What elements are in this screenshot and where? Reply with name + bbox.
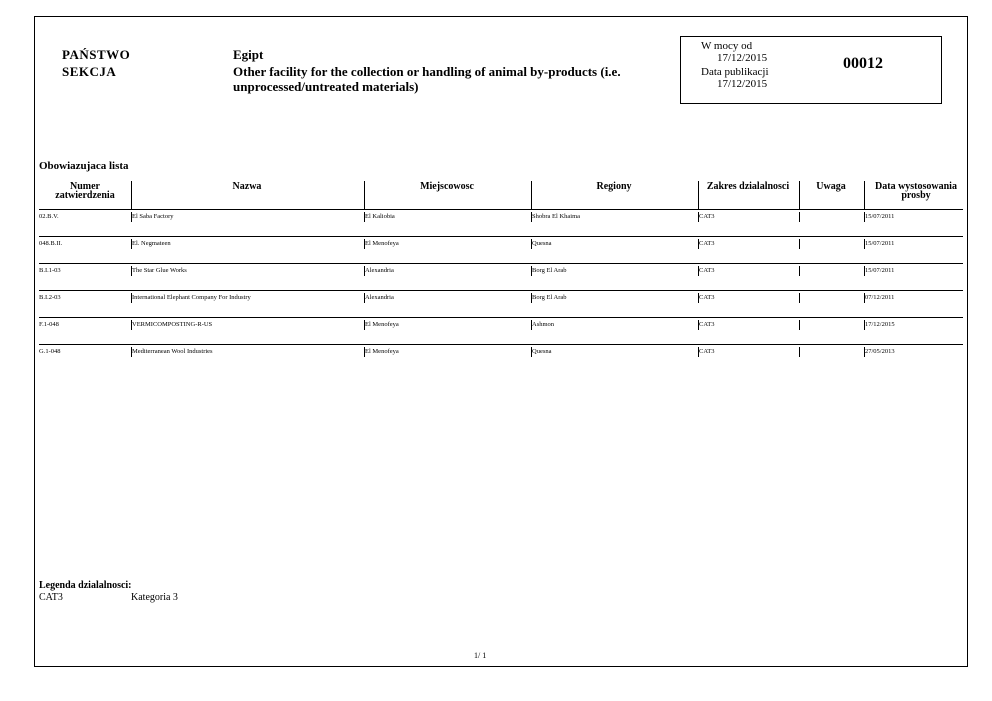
cell-approval-number: 048.B.II. bbox=[39, 240, 63, 247]
row-divider bbox=[364, 347, 365, 357]
cell-name: International Elephant Company For Industry bbox=[132, 294, 251, 301]
section-value-line1: Other facility for the collection or handling of animal by-products (i.e. bbox=[233, 64, 621, 79]
cell-date: 15/07/2011 bbox=[865, 213, 895, 220]
page-frame bbox=[34, 16, 968, 667]
page-number: 1/ 1 bbox=[474, 651, 487, 660]
column-header-date-line2: prosby bbox=[901, 190, 931, 201]
row-divider bbox=[864, 347, 865, 357]
cell-region: Quesna bbox=[532, 240, 552, 247]
cell-name: El. Negmateen bbox=[132, 240, 171, 247]
row-divider bbox=[864, 212, 865, 222]
row-divider bbox=[864, 266, 865, 276]
column-header-name: Nazwa bbox=[232, 181, 262, 192]
cell-date: 27/05/2013 bbox=[865, 348, 895, 355]
row-divider bbox=[131, 212, 132, 222]
cell-name: El Saba Factory bbox=[132, 213, 174, 220]
row-divider bbox=[864, 293, 865, 303]
row-divider bbox=[531, 239, 532, 249]
row-divider bbox=[799, 347, 800, 357]
header-divider bbox=[531, 181, 532, 209]
cell-date: 15/07/2011 bbox=[865, 267, 895, 274]
cell-locality: Alexandria bbox=[365, 294, 394, 301]
row-separator bbox=[39, 290, 963, 291]
row-divider bbox=[131, 266, 132, 276]
row-divider bbox=[698, 212, 699, 222]
row-divider bbox=[131, 320, 132, 330]
row-divider bbox=[799, 212, 800, 222]
cell-region: Shobra El Khaima bbox=[532, 213, 581, 220]
info-box bbox=[680, 36, 942, 104]
header-divider bbox=[364, 181, 365, 209]
row-divider bbox=[799, 239, 800, 249]
legend-description: Kategoria 3 bbox=[131, 592, 178, 603]
row-divider bbox=[799, 266, 800, 276]
legend-title: Legenda dzialalnosci: bbox=[39, 580, 132, 591]
cell-name: Mediterranean Wool Industries bbox=[132, 348, 213, 355]
section-value-line2: unprocessed/untreated materials) bbox=[233, 79, 419, 94]
cell-date: 15/07/2011 bbox=[865, 240, 895, 247]
column-header-approval-line1: Numer bbox=[70, 181, 100, 192]
row-divider bbox=[364, 266, 365, 276]
column-header-activity: Zakres dzialalnosci bbox=[706, 181, 790, 192]
row-separator bbox=[39, 236, 963, 237]
cell-approval-number: G.1-048 bbox=[39, 348, 61, 355]
row-divider bbox=[364, 320, 365, 330]
row-divider bbox=[698, 320, 699, 330]
cell-name: VERMICOMPOSTING-R-US bbox=[132, 321, 213, 328]
header-divider bbox=[698, 181, 699, 209]
row-divider bbox=[531, 320, 532, 330]
header-divider bbox=[131, 181, 132, 209]
cell-activity: CAT3 bbox=[699, 267, 715, 274]
column-header-locality: Miejscowosc bbox=[420, 181, 474, 192]
country-label: PAŃSTWO bbox=[62, 47, 131, 62]
cell-region: Quesna bbox=[532, 348, 552, 355]
row-divider bbox=[864, 239, 865, 249]
row-divider bbox=[864, 320, 865, 330]
row-divider bbox=[698, 347, 699, 357]
cell-approval-number: B.I.1-03 bbox=[39, 267, 61, 274]
cell-region: Ashmon bbox=[532, 321, 555, 328]
effective-label: W mocy od bbox=[701, 40, 753, 52]
cell-activity: CAT3 bbox=[699, 294, 715, 301]
section-label: SEKCJA bbox=[62, 64, 117, 79]
cell-activity: CAT3 bbox=[699, 240, 715, 247]
row-divider bbox=[131, 239, 132, 249]
cell-activity: CAT3 bbox=[699, 321, 715, 328]
row-divider bbox=[698, 266, 699, 276]
column-header-approval-line2: zatwierdzenia bbox=[55, 190, 115, 201]
cell-locality: El Menofeya bbox=[365, 321, 399, 328]
cell-activity: CAT3 bbox=[699, 213, 715, 220]
cell-locality: El Menofeya bbox=[365, 240, 399, 247]
cell-locality: Alexandria bbox=[365, 267, 394, 274]
cell-name: The Star Glue Works bbox=[132, 267, 187, 274]
row-divider bbox=[364, 293, 365, 303]
cell-locality: El Kaliobia bbox=[365, 213, 395, 220]
cell-date: 17/12/2015 bbox=[865, 321, 895, 328]
row-divider bbox=[531, 347, 532, 357]
cell-locality: El Menofeya bbox=[365, 348, 399, 355]
row-divider bbox=[131, 347, 132, 357]
row-separator bbox=[39, 344, 963, 345]
cell-approval-number: F.1-048 bbox=[39, 321, 59, 328]
row-divider bbox=[364, 239, 365, 249]
cell-activity: CAT3 bbox=[699, 348, 715, 355]
column-header-date-line1: Data wystosowania bbox=[875, 181, 957, 192]
row-divider bbox=[799, 293, 800, 303]
cell-approval-number: B.I.2-03 bbox=[39, 294, 61, 301]
header-underline bbox=[39, 209, 963, 210]
published-label: Data publikacji bbox=[701, 66, 769, 78]
header-divider bbox=[799, 181, 800, 209]
row-divider bbox=[531, 266, 532, 276]
column-header-approval bbox=[39, 182, 131, 200]
cell-region: Borg El Arab bbox=[532, 267, 567, 274]
header-divider bbox=[864, 181, 865, 209]
list-title: Obowiazujaca lista bbox=[39, 160, 129, 172]
country-value: Egipt bbox=[233, 47, 264, 62]
column-header-regions: Regiony bbox=[596, 181, 632, 192]
row-divider bbox=[799, 320, 800, 330]
row-separator bbox=[39, 317, 963, 318]
row-divider bbox=[698, 239, 699, 249]
row-separator bbox=[39, 263, 963, 264]
legend-code: CAT3 bbox=[39, 592, 63, 603]
row-divider bbox=[698, 293, 699, 303]
cell-approval-number: 02.B.V. bbox=[39, 213, 59, 220]
published-date: 17/12/2015 bbox=[717, 78, 768, 90]
column-header-remark: Uwaga bbox=[816, 181, 846, 192]
row-divider bbox=[364, 212, 365, 222]
row-divider bbox=[531, 293, 532, 303]
cell-date: 07/12/2011 bbox=[865, 294, 895, 301]
column-header-date bbox=[864, 182, 968, 200]
effective-date: 17/12/2015 bbox=[717, 52, 768, 64]
document-number: 00012 bbox=[843, 55, 883, 72]
row-divider bbox=[131, 293, 132, 303]
row-divider bbox=[531, 212, 532, 222]
cell-region: Borg El Arab bbox=[532, 294, 567, 301]
